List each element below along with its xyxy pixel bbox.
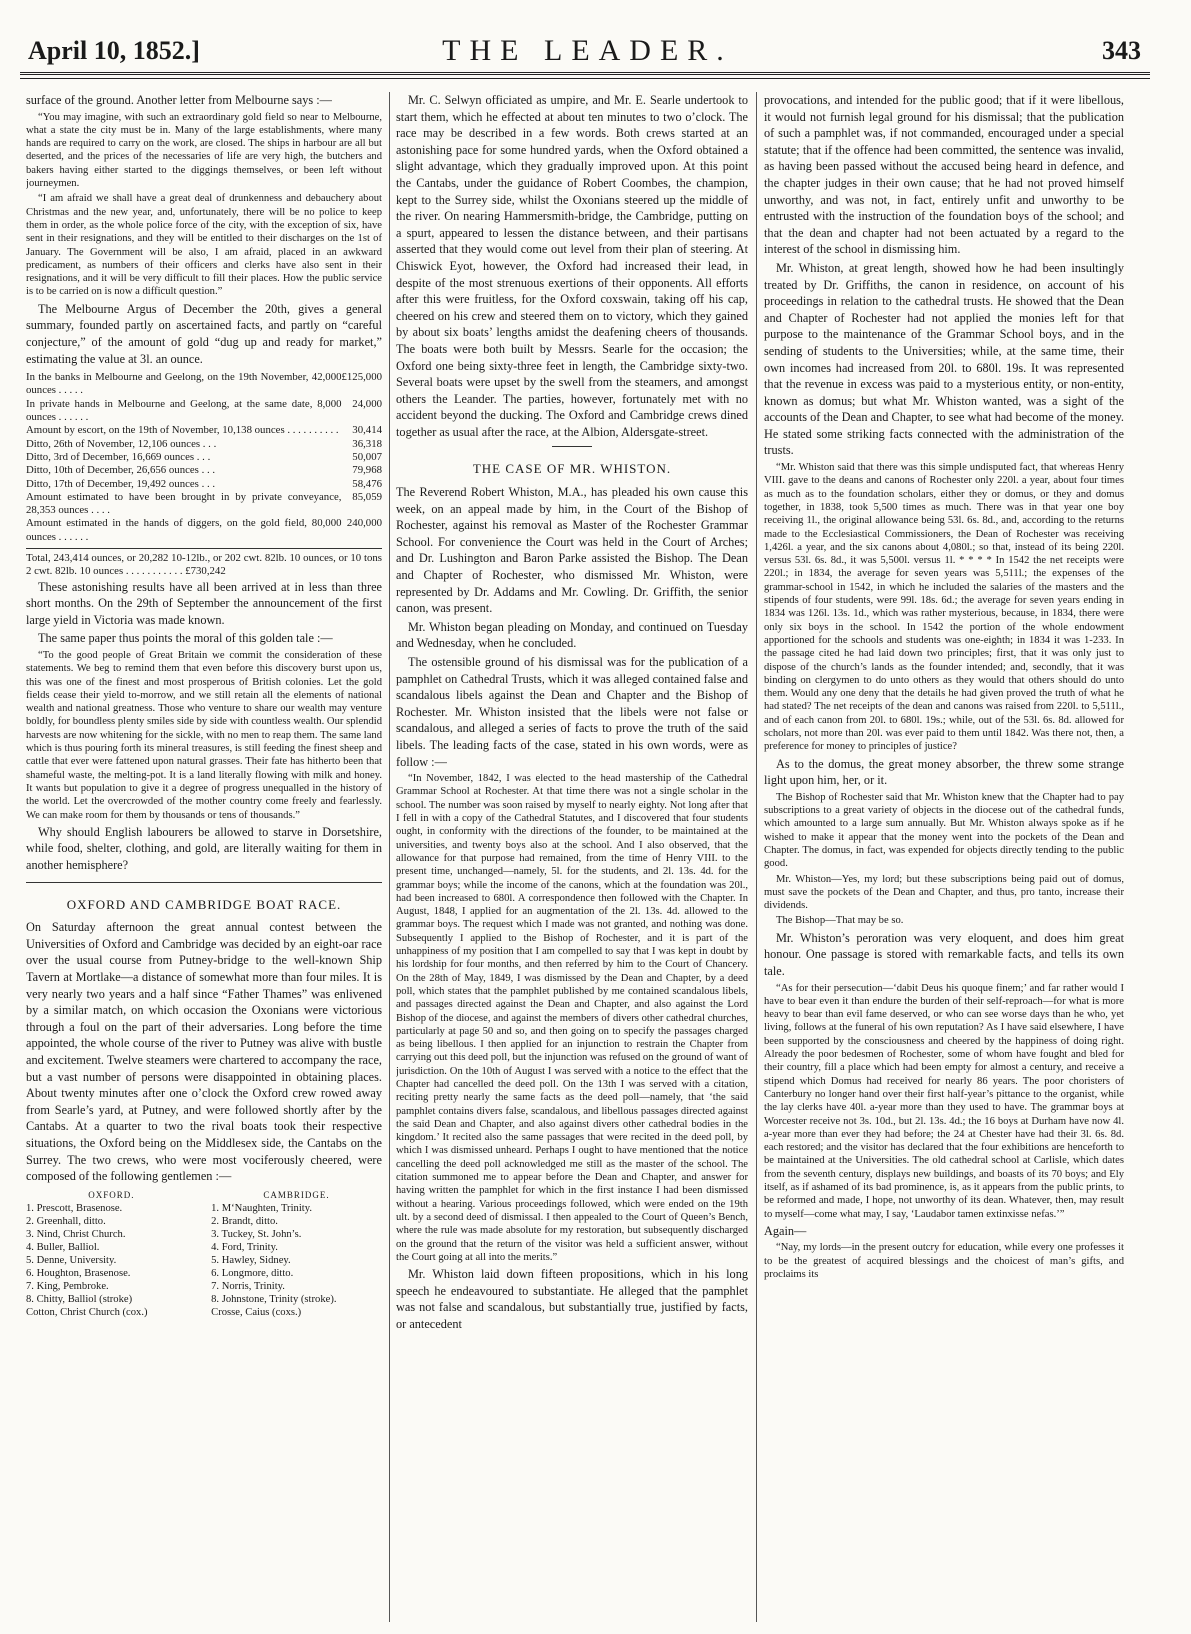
crew-member: 5. Denne, University. [26,1254,117,1266]
issue-date: April 10, 1852.] [28,36,200,65]
column-divider [389,92,390,1622]
quotation: “Nay, my lords—in the present outcry for education, while every one professes it to be the greatest of acquired blessings and the choicest of man’s gifts, and proclaims its [764,1242,1124,1281]
gold-total: Total, 243,414 ounces, or 20,282 10-12lb., or 202 cwt. 82lb. 10 ounces, or 10 tons 2 cwt. 82lb. 10 ounces . . . . . . . . . . . £730,242 [26,548,382,579]
article-heading: THE CASE OF MR. WHISTON. [472,461,672,477]
paragraph: Mr. Whiston, at great length, showed how he had been insultingly treated by Dr. Griffiths, the canon in residence, on account of his proceedings in relation to the cathedral trusts. He showed that the Dean and Chapter of Rochester had not applied the monies left for that purpose to the maintenance of the Grammar School boys, and in the sending of students to the Universities; while, at the same time, their own incomes had increased from 20l. to 680l. 19s. It was represented that the revenue in excess was paid to a mysterious entity, or non-entity, known as domus; but what Mr. Whiston wanted, was a sight of the accounts of the Dean and Chapter, to see what had become of the money. He stated some striking facts connected with the administration of the trusts. [764,260,1124,458]
paragraph: As to the domus, the great money absorber, the threw some strange light upon him, her, or it. [764,756,1124,788]
table-row [26,398,382,425]
account-label: Ditto, 26th of November, 12,106 ounces . . . [26,437,217,450]
section-rule [552,446,592,447]
paragraph: surface of the ground. Another letter from Melbourne says :— [26,93,332,107]
crew-member: 2. Greenhall, ditto. [26,1215,106,1227]
account-value: 24,000 [352,397,382,410]
article-heading: OXFORD AND CAMBRIDGE BOAT RACE. [66,896,342,912]
table-row [26,451,382,464]
paragraph: On Saturday afternoon the great annual contest between the Universities of Oxford and Cambridge was decided by an eight-oar race over the usual course from Putney-bridge to the well-known Ship Tavern at Mortlake—a distance of somewhat more than four miles. It is very nearly two years and a half since “Father Thames” was enlivened by a similar match, on which occasion the Oxonians were victorious through a foul on the part of their adversaries. Long before the time appointed, the whole course of the river to Putney was alive with bustle and excitement. Twelve steamers were chartered to accompany the race, but a vast number of persons were disappointed in obtaining places. About twenty minutes after one o’clock the Oxford crew rowed away from Searle’s yard, at Putney, and were followed shortly after by the Cantabs. At a quarter to two the rival boats took their respective situations, the Oxford being on the Middlesex side, the Cantabs on the Surrey. The two crews, who were most vociferously cheered, were composed of the following gentlemen :— [26,920,382,1184]
column-1 [26,92,382,1622]
quotation: “I am afraid we shall have a great deal of drunkenness and debauchery about Christmas and the new year, and, unfortunately, there will be no police to keep them in order, as the whole police force of the city, with the exception of six, have sent in their resignations, and they will be entitled to their discharges on the 1st of January. The Government will be also, I am afraid, placed in an awkward predicament, as numbers of their officers and clerks have also sent in their resignations, and it will be very difficult to fill their places. How the public service is to be carried on is now a difficult question.” [26,193,382,298]
account-label: Ditto, 17th of December, 19,492 ounces . . . [26,477,216,490]
paragraph: Mr. Whiston laid down fifteen propositions, which in his long speech he endeavoured to substantiate. He alleged that the pamphlet was not false and scandalous, but substantially true, justified by facts, or antecedent [396,1267,748,1331]
page-header [20,28,1155,68]
quotation: The Bishop—That may be so. [776,915,904,927]
crew-member: 3. Nind, Christ Church. [26,1228,126,1240]
oxford-crew [26,1189,197,1319]
quotation: “You may imagine, with such an extraordinary gold field so near to Melbourne, what a state the city must be in. Many of the large establishments, where many hands are required to carry on the work, are closed. The ships in harbour are all but deserted, and the prices of the necessaries of life are very high, the butchers and bakers having either started to the diggings themselves, or been left without journeymen. [26,111,382,190]
column-divider [756,92,757,1622]
quotation: Mr. Whiston—Yes, my lord; but these subscriptions being paid out of domus, must save the pockets of the Dean and Chapter, and thus, pro tanto, increase their dividends. [764,873,1124,912]
crew-lists [26,1189,382,1319]
paragraph: Mr. Whiston began pleading on Monday, and continued on Tuesday and Wednesday, when he concluded. [396,619,748,651]
paragraph: Mr. Whiston’s peroration was very eloquent, and does him great honour. One passage is stored with remarkable facts, and tells its own tale. [764,930,1124,978]
account-label: Amount estimated in the hands of diggers, on the gold field, 80,000 ounces . . . . . . [26,517,342,543]
account-value: 85,059 [352,490,382,503]
column-2 [396,92,748,1622]
account-label: In private hands in Melbourne and Geelong, at the same date, 8,000 ounces . . . . . . [26,397,342,424]
crew-member: 5. Hawley, Sidney. [211,1254,291,1266]
table-row [26,424,382,437]
column-3 [764,92,1124,1622]
crew-member: 1. M‘Naughten, Trinity. [211,1202,312,1214]
table-row [26,438,382,451]
page-number: 343 [1102,36,1141,65]
table-row [26,478,382,491]
crew-member: Cotton, Christ Church (cox.) [26,1306,148,1318]
crew-member: 6. Longmore, ditto. [211,1267,294,1279]
paragraph: The Melbourne Argus of December the 20th, gives a general summary, founded partly on ascertained facts, and partly on “careful conjecture,” of the amount of gold “dug up and ready for market,” estimating the value at 3l. an ounce. [26,301,382,366]
crew-member: 3. Tuckey, St. John’s. [211,1228,302,1240]
section-rule [26,882,382,883]
crew-heading: OXFORD. [88,1189,135,1200]
crew-heading: CAMBRIDGE. [263,1189,330,1200]
paragraph: Why should English labourers be allowed to starve in Dorsetshire, while food, shelter, clothing, and gold, are literally waiting for them in another hemisphere? [26,824,382,872]
crew-member: 6. Houghton, Brasenose. [26,1267,131,1279]
account-label: Ditto, 3rd of December, 16,669 ounces . . . [26,450,211,463]
table-row [26,464,382,477]
table-row [26,491,382,518]
crew-member: 4. Buller, Balliol. [26,1241,100,1253]
paragraph: Mr. C. Selwyn officiated as umpire, and Mr. E. Searle undertook to start them, which he effected at about ten minutes to two o’clock. The race may be described in a few words. Both crews started at an astonishing pace for some hundred yards, when the Oxford obtained a slight advantage, which they gradually improved upon. At this point the Cantabs, under the guidance of Robert Coombes, the champion, kept to the Surrey side, whilst the Oxonians steered up the middle of the river. On nearing Hammersmith-bridge, the Cambridge, putting on a spurt, appeared to lessen the distance between, and their partisans asserted that they would come out level from their plan of steering. At Chiswick Eyot, however, the Oxford had increased their lead, in despite of the most strenuous exertions of their opponents. All efforts after this were fruitless, for the Oxford coxswain, taking off his cap, cheered on his crew and steered them on to victory, which they gained by about six boats’ lengths amidst the deafening cheers of thousands. The boats were both built by Messrs. Searle for the occasion; the Oxford one being sixty-three feet in length, the Cambridge sixty-two. Several boats were upset by the swell from the steamers, and amongst others the Leander. The parties, however, fortunately met with no accident beyond the ducking. The Oxford and Cambridge crews dined together as usual after the race, at the Albion, Aldersgate-street. [396,93,748,439]
quotation: “Mr. Whiston said that there was this simple undisputed fact, that whereas Henry VIII. gave to the deans and canons of Rochester only 220l. a year, about four times as much as to the foundation scholars, either they or domus, or they and domus together, in 1838, took 5,500 times as much. There was in that year one boy receiving 1l., the original allowance being 53l. 6s. 8d., and, according to the returns made to the Ecclesiastical Commissioners, the Dean of Rochester was receiving 1,426l. a year, and the six canons about 4,080l.; so that, instead of its being 220l. versus 53l. 6s. 8d., it was 5,500l. versus 1l. * * * * In 1542 the net receipts were 220l.; in 1834, the average for seven years was 5,511l.; the expenses of the grammar-school in 1542, in which he included the salaries of the masters and the stipends of four students, were 99l. 18s. 6d.; the average for seven years ending in 1834 was 126l. 13s. 1d., which was rather mysterious, because, in 1834, there were only six boys in the school. In 1542 the portion of the whole endowment apportioned for the schools and students was one-eighth; in 1834 it was 1-233. In the passage cited he had laid down two principles; first, that it was only just to dispose of the church’s lands as the founder intended; and, secondly, that it was binding on clergymen to do unto others as they would that others should do unto them. Would any one deny that the details he had given proved the truth of what he had stated? The net receipts of the dean and canons was raised from 220l. to 5,511l., and of each canon from 20l. to 680l. 19s.; while, out of the 53l. 6s. 8d. allowed for scholars, not more than 20l. was ever paid to them until 1842. Was there not, then, a preference for money to principles of justice? [764,462,1124,753]
paragraph: The ostensible ground of his dismissal was for the publication of a pamphlet on Cathedral Trusts, which it was alleged contained false and scandalous libels against the Dean and Chapter and the Bishop of Rochester. Mr. Whiston insisted that the libels were not false or scandalous, and alleged a series of facts to prove the truth of the said libels. The leading facts of the case, stated in his own words, were as follow :— [396,655,748,769]
account-label: Ditto, 10th of December, 26,656 ounces . . . [26,464,216,477]
account-value: £125,000 [341,371,382,384]
crew-member: 8. Chitty, Balliol (stroke) [26,1293,133,1305]
quotation: “To the good people of Great Britain we commit the consideration of these statements. We beg to remind them that even before this discovery burst upon us, this was one of the finest and most prosperous of British colonies. Let the gold fields cease their yield to-morrow, and we still retain all the elements of national wealth and national greatness. Those who venture to share our wealth may venture boldly, for boundless plenty smiles side by side with countless wealth. Our splendid harvests are now whitening for the sickle, with no men to reap them. The same land which is thus pouring forth its mineral treasures, is still feeding the finest sheep and cattle that ever were fattened upon natural grasses. Their fate has hitherto been that shameful waste, the melting-pot. It is a land literally flowing with milk and honey. It wants but population to give it a degree of progress unequalled in the history of the world. Let the overcrowded of the mother country come freely and fearlessly. We can make room for them by thousands or tens of thousands.” [26,649,382,821]
table-row [26,517,382,544]
crew-member: 8. Johnstone, Trinity (stroke). [211,1293,337,1305]
crew-member: 4. Ford, Trinity. [211,1241,278,1253]
paragraph: The same paper thus points the moral of this golden tale :— [38,631,333,646]
account-label: In the banks in Melbourne and Geelong, on the 19th November, 42,000 ounces . . . . . [26,371,342,397]
crew-member: Crosse, Caius (coxs.) [211,1306,302,1318]
crew-member: 1. Prescott, Brasenose. [26,1202,123,1214]
crew-member: 7. King, Pembroke. [26,1280,109,1292]
header-rule [20,72,1150,79]
account-label: Amount estimated to have been brought in by private conveyance, 28,353 ounces . . . . [26,490,342,517]
account-value: 30,414 [352,424,382,437]
paragraph: These astonishing results have all been arrived at in less than three short months. On the 29th of September the announcement of the first large yield in Victoria was made known. [26,579,382,627]
account-value: 36,318 [352,437,382,450]
crew-member: 7. Norris, Trinity. [211,1280,285,1292]
cambridge-crew [211,1189,382,1319]
account-value: 79,968 [352,464,382,477]
quotation: “In November, 1842, I was elected to the head mastership of the Cathedral Grammar School at Rochester. At that time there was not a single scholar in the school. The number was soon raised by myself to nearly eighty. Not long after that I fell in with a copy of the Cathedral Statutes, and I discovered that four students ought, in conformity with the directions of the founder, to be maintained at the universities, and twenty boys also at the school. And I also observed, that the allowance for that purpose had remained, from the time of Henry VIII. to the present time, unchanged—namely, 5l. for the students, and 2l. 13s. 4d. for the grammar boys; while the income of the canons, which at the foundation was 20l., had been increased to 680l. A correspondence then followed with the Chapter. In August, 1848, I applied for an augmentation of the 2l. 13s. 4d. allowed to the grammar boys. The request which I made was not granted, and nothing was done. Subsequently I applied to the Bishop of Rochester, and it is part of the unhappiness of my position that I am compelled to say that I was kept in doubt by his lordship for four months, and then referred by him to the Court of Chancery. On the 28th of May, 1849, I was dismissed by the Dean and Chapter, by a deed poll, which states that the pamphlet published by me contained scandalous libels, and passages directed against the Dean and Chapter, and also against the Lord Bishop of the diocese, and against the members of divers other cathedral churches, particularly at page 50 and so, and then going on to specify the passages charged as being libellous. I then applied for an injunction to restrain the Chapter from carrying out this deed poll, but the injunction was refused on the ground of want of jurisdiction. On the 10th of August I was served with a notice to the effect that the Chapter had cancelled the deed poll. On the 13th I was served with a citation, reciting pretty nearly the same facts as the deed poll—namely, that ‘the said pamphlet contains divers false, scandalous, and libellous passages directed against the said Dean and Chapter, and also against divers other cathedral bodies in the kingdom.’ It recited also the same passages that were recited in the deed poll, by which I was dismissed unheard. Perhaps I ought to have mentioned that the notice cancelling the deed poll acknowledged me still as the master of the school. The citation summoned me to appear before the Dean and Chapter, and answer for having written the pamphlet for which in the first instance I had been dismissed without a hearing. Various proceedings followed, which were ended on the 19th ult. by a second deed of dismissal. I then appealed to the Court of Queen’s Bench, where the rule was made absolute for my restoration, but subsequently discharged on the ground that the return of the visitor was held a sufficient answer, without the Court going at all into the merits.” [396,773,748,1263]
quotation: “As for their persecution—‘dabit Deus his quoque finem;’ and far rather would I have to bear even it than endure the burden of their self-reproach—for what is more heavy to bear than evil fame deserved, or who can see worse days than he who, yet living, follows at the funeral of his own reputation? As I have said elsewhere, I have been supported by the consciousness and cheered by the happiness of doing right. Already the poor bedesmen of Rochester, some of whom have fought and bled for their country, fill a place which had been empty for almost a century, and receive a stipend which Domus had received for nearly 86 years. The poor choristers of Canterbury no longer hand over their first half-year’s pittance to the organist, while the lay clerks have 40l. a-year more than they used to have. The grammar boys at Worcester receive not 3s. 10d., but 2l. 13s. 4d.; the 16 boys at Durham have now 4l. a-year more than ever they had before; the 24 at Chester have had their 3l. 6s. 8d. each restored; and the visitor has declared that the four exhibitions are henceforth to be maintained at the Universities. The old cathedral school at Carlisle, which dates from the seventh century, displays new buildings, and boasts of its 70 boys; and Ely itself, as if ashamed of its bad prominence, is, as it appears from the public prints, to be reformed and made, I hope, not unworthy of its dean. Whatever, then, may result to myself—come what may, I say, ‘Laudabor tamen extinxisse nefas.’” [764,982,1124,1220]
paragraph: Again— [764,1223,807,1238]
account-value: 50,007 [352,450,382,463]
quotation: The Bishop of Rochester said that Mr. Whiston knew that the Chapter had to pay subscriptions to a great variety of objects in the diocese out of the cathedral funds, which amounted to a large sum annually. But Mr. Whiston always spoke as if he wished to make it appear that the money went into the pockets of the Dean and Chapter. The domus, in fact, was expended for objects directly tending to the public good. [764,791,1124,870]
account-value: 58,476 [352,477,382,490]
account-label: Amount by escort, on the 19th of November, 10,138 ounces . . . . . . . . . . [26,424,339,437]
paragraph: provocations, and intended for the public good; that if it were libellous, it would not furnish legal ground for his dismissal; that the publication of such a pamphlet was, if not commanded, encouraged under a special statute; that if the offence had been committed, the sentence was invalid, as having been passed without the accused being heard in defence, and the chapter judges in their own cause; that he had not proved himself unworthy, and was not, in fact, entirely unfit and unworthy to be entrusted with the instruction of the foundation boys of the school; and that the dean and chapter had not been actuated by a regard to the interest of the school in dismissing him. [764,93,1124,257]
gold-accounts-table [26,371,382,544]
crew-member: 2. Brandt, ditto. [211,1215,278,1227]
paragraph: The Reverend Robert Whiston, M.A., has pleaded his own cause this week, on an appeal made by him, in the Court of the Bishop of Rochester, against his removal as Master of the Rochester Grammar School. For convenience the Court was held in the Court of Arches; and Dr. Lushington and Baron Parke assisted the Bishop. The Dean and Chapter of Rochester, who dismissed Mr. Whiston, were represented by Dr. Addams and Mr. Cowling. Dr. Griffith, the senior canon, was present. [396,485,748,616]
masthead-title: THE LEADER. [442,34,733,67]
account-value: 240,000 [346,517,382,530]
table-row [26,371,382,398]
